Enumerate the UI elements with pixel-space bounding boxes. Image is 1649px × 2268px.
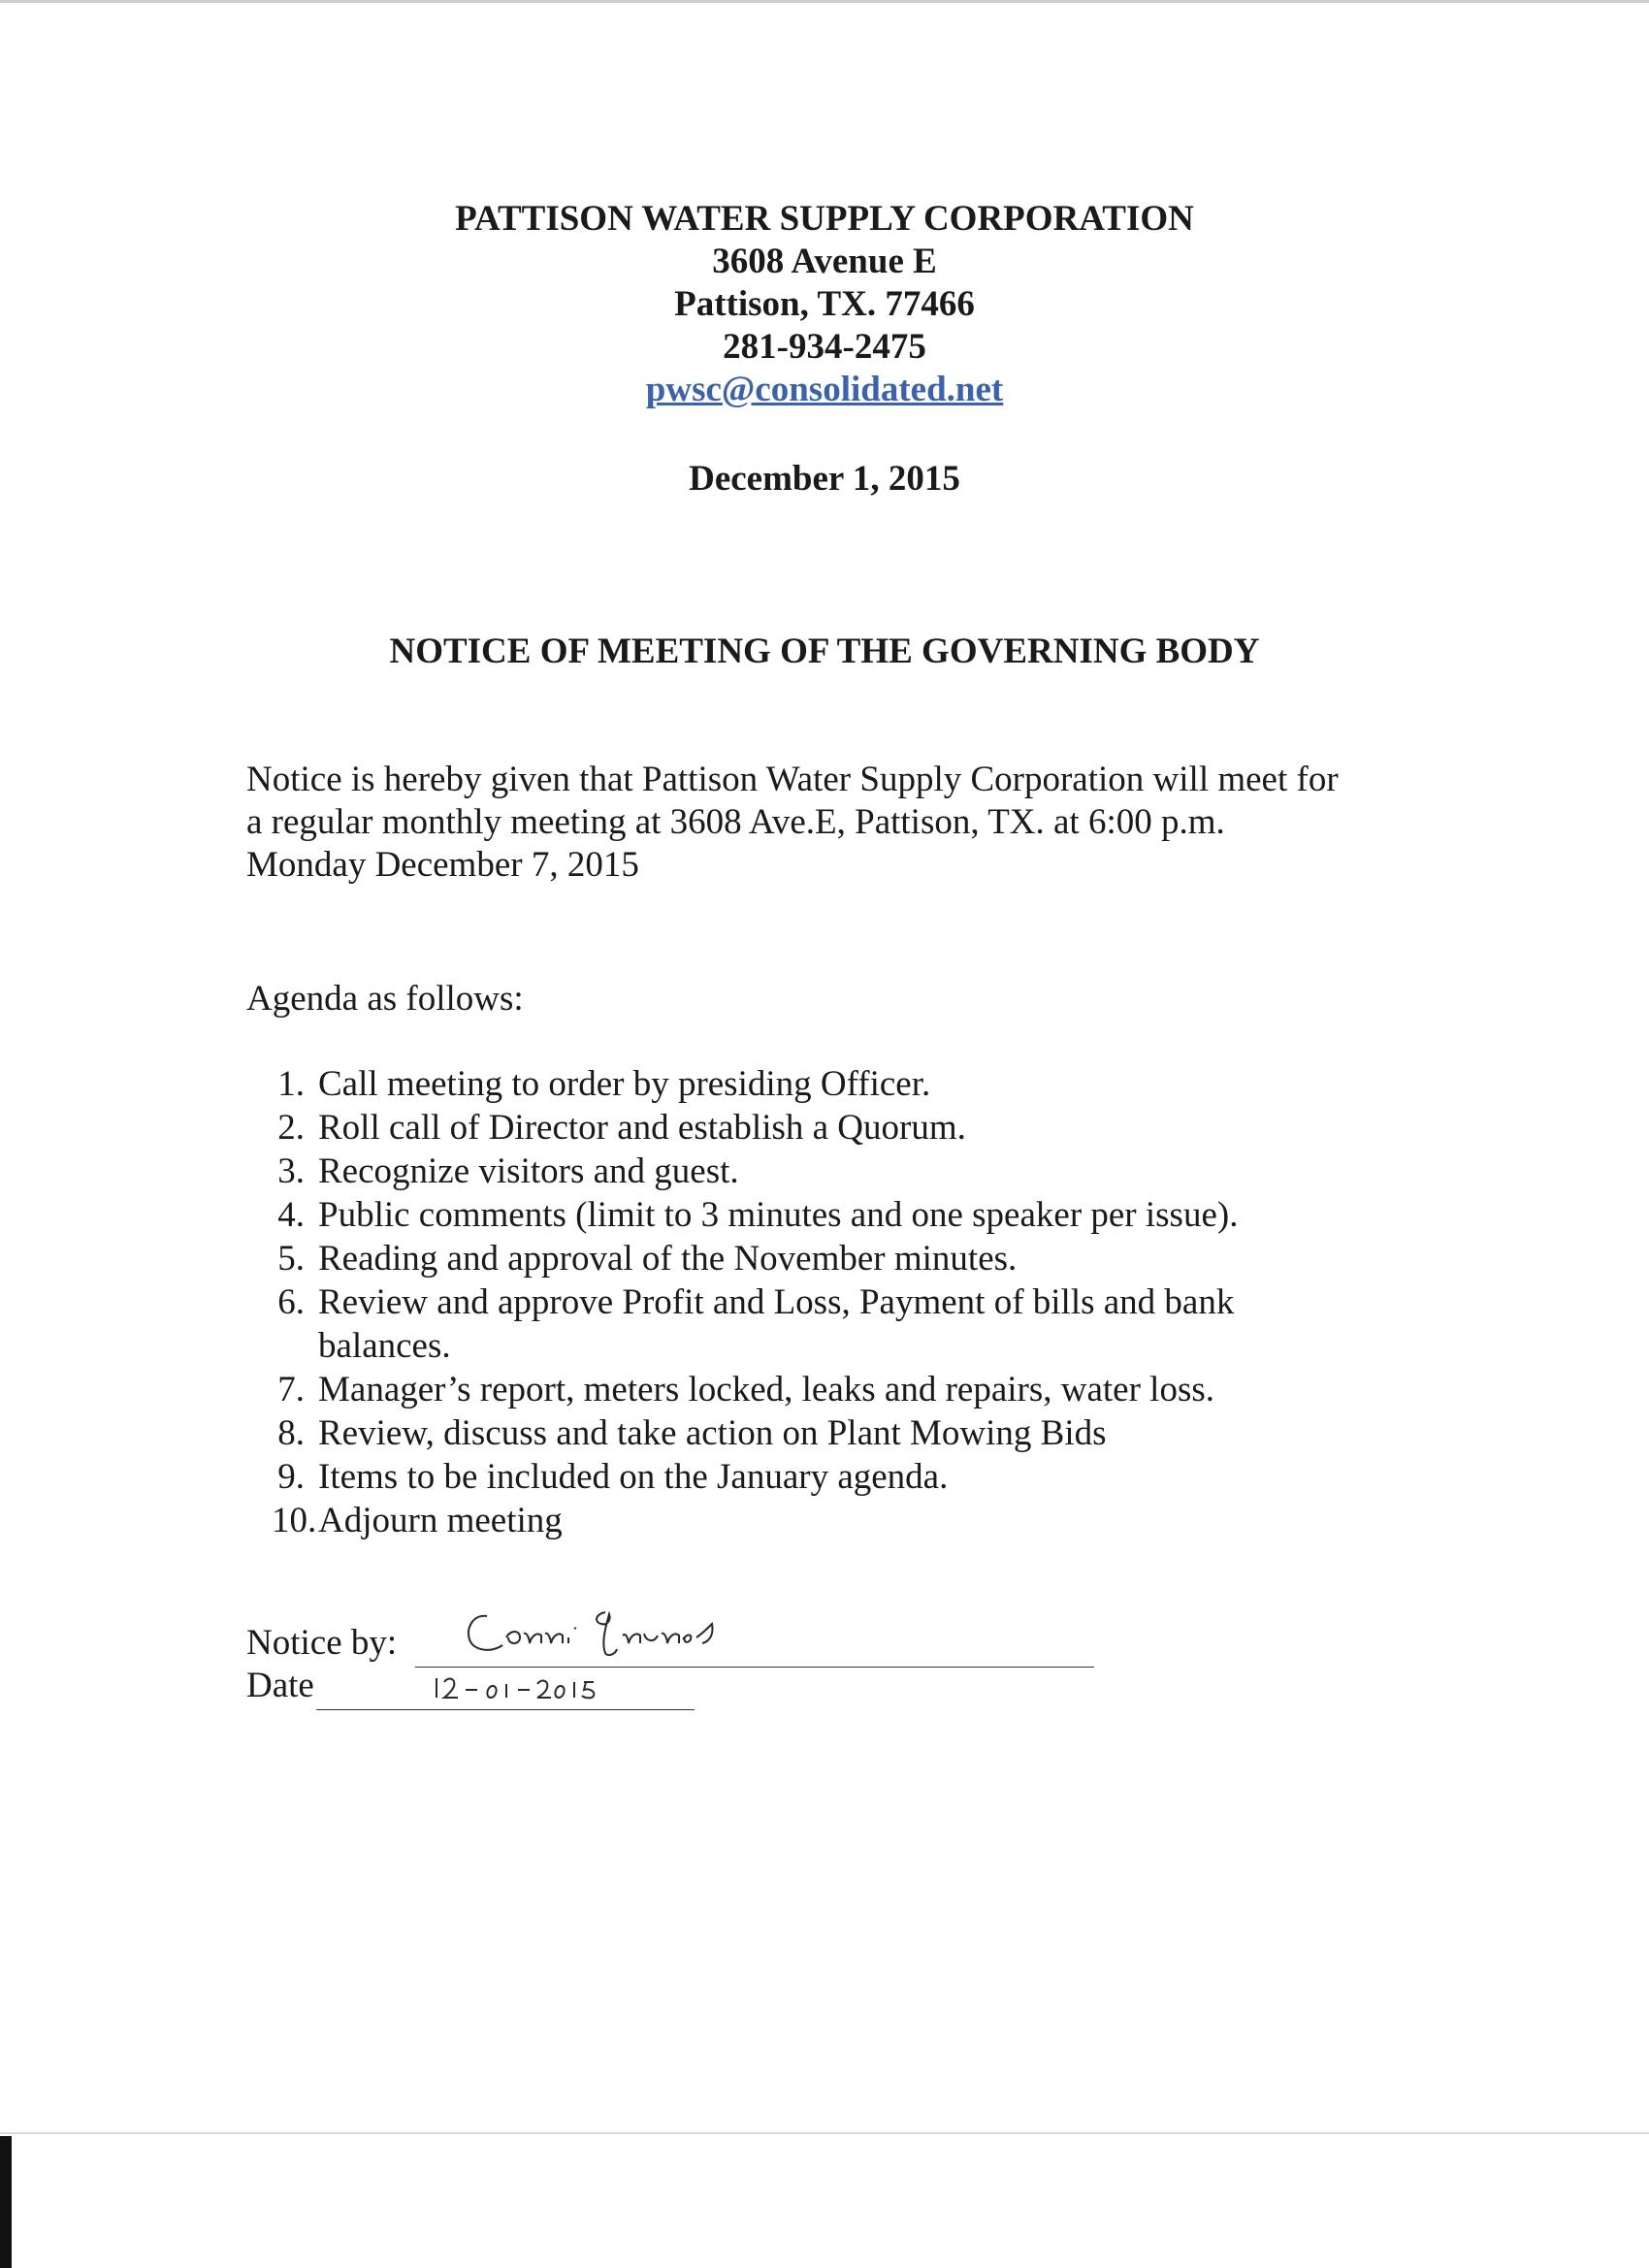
- agenda-item: [246, 1106, 1410, 1150]
- city-line: Pattison, TX. 77466: [674, 284, 975, 324]
- agenda-number: 3.: [277, 1151, 305, 1191]
- agenda-number: 2.: [277, 1108, 305, 1148]
- notice-line: a regular monthly meeting at 3608 Ave.E, Pattison, TX. at 6:00 p.m.: [246, 802, 1225, 842]
- agenda-item: [246, 1368, 1410, 1411]
- handwritten-date: [431, 1669, 625, 1707]
- agenda-text: Recognize visitors and guest.: [318, 1151, 739, 1191]
- agenda-item: [246, 1411, 1410, 1455]
- agenda-number: 9.: [277, 1457, 305, 1497]
- agenda-number: 10.: [272, 1501, 317, 1540]
- notice-paragraph: [246, 759, 1449, 887]
- agenda-text: Reading and approval of the November minutes.: [318, 1239, 1018, 1279]
- agenda-number: 7.: [277, 1370, 305, 1409]
- agenda-item: [246, 1237, 1410, 1280]
- scan-bottom-edge: [0, 2132, 1649, 2134]
- agenda-item: [246, 1280, 1410, 1368]
- agenda-number: 1.: [277, 1064, 305, 1104]
- scan-top-edge: [0, 0, 1649, 3]
- agenda-intro: Agenda as follows:: [246, 979, 524, 1019]
- agenda-number: 4.: [277, 1195, 305, 1235]
- date-line: [316, 1709, 695, 1710]
- agenda-text: Adjourn meeting: [318, 1501, 563, 1540]
- handwritten-signature: [460, 1599, 780, 1667]
- agenda-item: [246, 1062, 1410, 1106]
- notice-by-label: Notice by:: [246, 1623, 398, 1663]
- agenda-text: Public comments (limit to 3 minutes and one speaker per issue).: [318, 1195, 1239, 1235]
- agenda-list: [246, 1062, 1410, 1542]
- org-name: PATTISON WATER SUPPLY CORPORATION: [455, 199, 1194, 239]
- street-address: 3608 Avenue E: [712, 242, 937, 281]
- agenda-item: [246, 1499, 1410, 1542]
- email-link[interactable]: pwsc@consolidated.net: [645, 370, 1004, 409]
- agenda-number: 8.: [277, 1413, 305, 1453]
- agenda-item: [246, 1193, 1410, 1237]
- notice-title: NOTICE OF MEETING OF THE GOVERNING BODY: [389, 632, 1260, 671]
- agenda-text: Items to be included on the January agenda.: [318, 1457, 949, 1497]
- agenda-text: Roll call of Director and establish a Quorum.: [318, 1108, 966, 1148]
- agenda-number: 5.: [277, 1239, 305, 1279]
- agenda-item: [246, 1150, 1410, 1193]
- scan-shadow: [0, 2136, 12, 2268]
- agenda-item: [246, 1455, 1410, 1499]
- notice-line: Notice is hereby given that Pattison Water Supply Corporation will meet for: [246, 760, 1339, 799]
- notice-line: Monday December 7, 2015: [246, 845, 639, 885]
- agenda-text: Review and approve Profit and Loss, Payment of bills and bank: [318, 1282, 1235, 1322]
- agenda-text-continued: balances.: [318, 1326, 451, 1366]
- document-date: December 1, 2015: [689, 459, 960, 499]
- agenda-text: Call meeting to order by presiding Officer.: [318, 1064, 931, 1104]
- agenda-text: Review, discuss and take action on Plant Mowing Bids: [318, 1413, 1107, 1453]
- phone-number: 281-934-2475: [723, 327, 926, 367]
- agenda-text: Manager’s report, meters locked, leaks and repairs, water loss.: [318, 1370, 1214, 1409]
- agenda-number: 6.: [277, 1282, 305, 1322]
- notice-by-line: [415, 1667, 1094, 1668]
- date-label: Date: [246, 1666, 314, 1705]
- letterhead: [0, 198, 1649, 411]
